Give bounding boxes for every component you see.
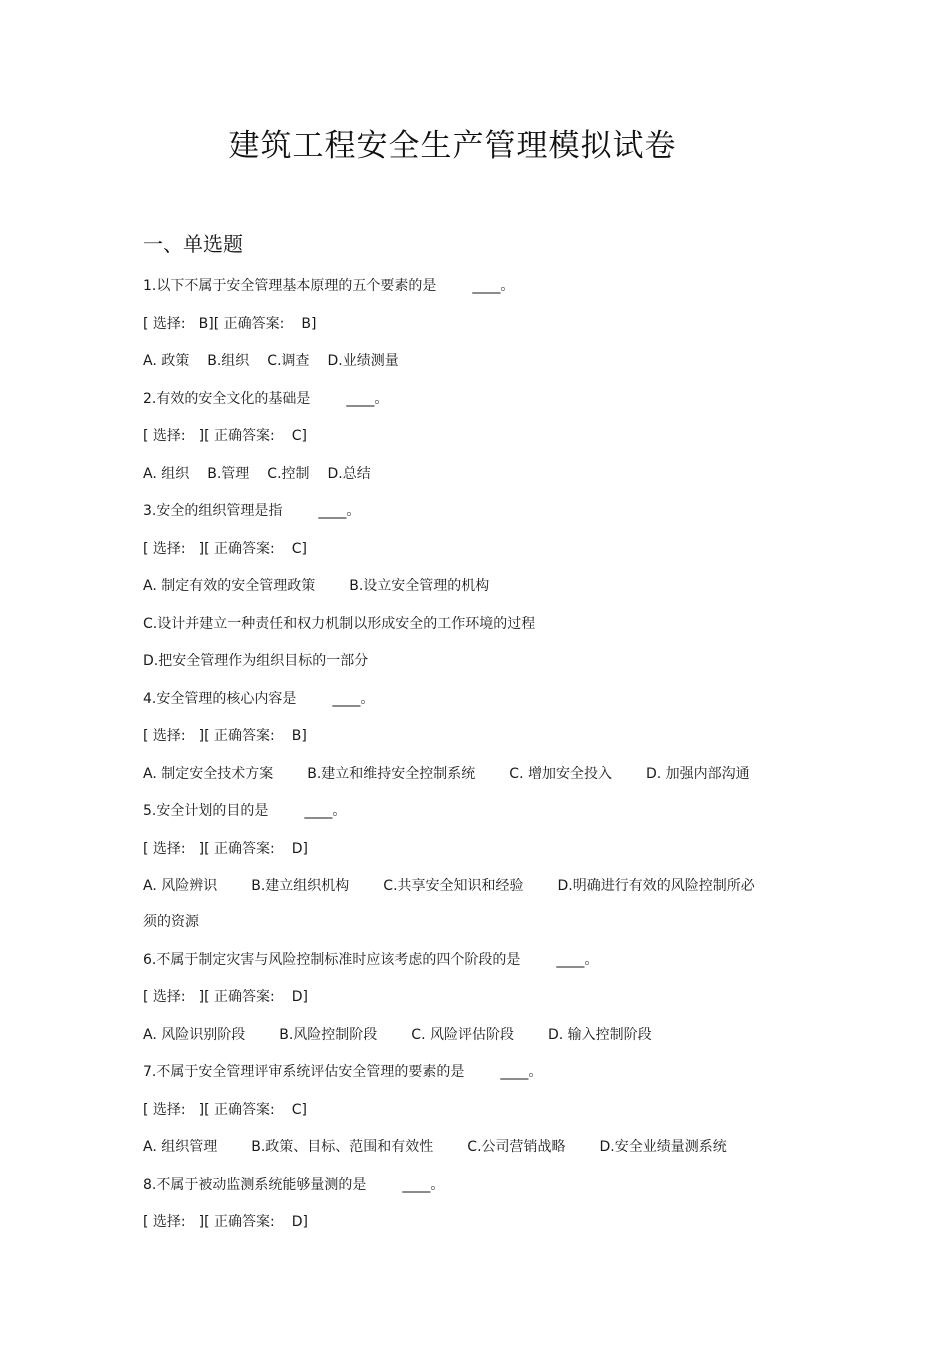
question-text: 6.不属于制定灾害与风险控制标准时应该考虑的四个阶段的是 ____。 <box>143 951 599 968</box>
choice-line: [ 选择: ][ 正确答案: D] <box>143 989 308 1005</box>
option-a: A. 风险识别阶段 <box>143 1026 246 1043</box>
option-d: D. 加强内部沟通 <box>645 765 750 782</box>
question-text: 3.安全的组织管理是指 ____。 <box>143 503 361 519</box>
question-text: 7.不属于安全管理评审系统评估安全管理的要素的是 ____。 <box>143 1064 543 1080</box>
correct-answer: D] <box>291 989 308 1005</box>
options-line <box>143 764 803 784</box>
option-b: B.建立组织机构 <box>251 878 350 894</box>
options-line <box>143 1137 803 1157</box>
correct-answer: D] <box>291 1214 308 1230</box>
question-text: 8.不属于被动监测系统能够量测的是 ____。 <box>143 1176 445 1193</box>
option-b: B.建立和维持安全控制系统 <box>307 765 476 782</box>
option-c: C.公司营销战略 <box>467 1139 566 1155</box>
option-d: D. 输入控制阶段 <box>547 1026 652 1043</box>
correct-answer: C] <box>291 428 307 444</box>
option-a: A. 制定安全技术方案 <box>143 765 274 782</box>
option-c: C. 增加安全投入 <box>509 765 612 782</box>
option-b: B.管理 <box>207 465 250 482</box>
option-a: A. 政策 <box>143 353 190 369</box>
option-b: B.组织 <box>207 353 250 369</box>
page-title: 建筑工程安全生产管理模拟试卷 <box>228 128 677 164</box>
option-c: C.共享安全知识和经验 <box>383 878 524 894</box>
correct-answer: C] <box>291 540 307 557</box>
question-text: 1.以下不属于安全管理基本原理的五个要素的是 ____。 <box>143 278 515 294</box>
option-a: A. 风险辨识 <box>143 878 218 894</box>
options-line <box>143 351 803 371</box>
answer-blank: ____。 <box>500 1064 543 1080</box>
answer-blank: ____。 <box>332 690 375 707</box>
options-line <box>143 614 803 634</box>
question-text: 5.安全计划的目的是 ____。 <box>143 803 347 819</box>
answer-blank: ____。 <box>402 1176 445 1193</box>
option-d: D.安全业绩量测系统 <box>599 1139 727 1155</box>
option-a: A. 组织管理 <box>143 1139 218 1155</box>
choice-line: [ 选择: ][ 正确答案: D] <box>143 1214 308 1230</box>
correct-answer: B] <box>301 315 317 332</box>
choice-line: [ 选择: ][ 正确答案: C] <box>143 1101 307 1118</box>
section-heading: 一、单选题 <box>143 232 243 256</box>
option-c: C.设计并建立一种责任和权力机制以形成安全的工作环境的过程 <box>143 615 536 632</box>
options-line <box>143 576 803 596</box>
question-list <box>143 276 803 1250</box>
option-b: B.设立安全管理的机构 <box>349 578 490 594</box>
option-b: B.风险控制阶段 <box>279 1026 378 1043</box>
option-c: C.控制 <box>267 465 310 482</box>
answer-blank: ____。 <box>304 803 347 819</box>
question-text: 4.安全管理的核心内容是 ____。 <box>143 690 375 707</box>
options-line <box>143 651 803 671</box>
answer-blank: ____。 <box>346 390 389 407</box>
options-line <box>143 876 803 896</box>
question-text: 2.有效的安全文化的基础是 ____。 <box>143 390 389 407</box>
choice-line: [ 选择: ][ 正确答案: C] <box>143 540 307 557</box>
option-d: D.把安全管理作为组织目标的一部分 <box>143 653 369 669</box>
choice-line: [ 选择: ][ 正确答案: D] <box>143 840 308 857</box>
answer-blank: ____。 <box>556 951 599 968</box>
option-d: D.明确进行有效的风险控制所必 <box>557 878 755 894</box>
correct-answer: B] <box>291 728 307 744</box>
correct-answer: D] <box>291 840 308 857</box>
options-line <box>143 464 803 484</box>
answer-blank: ____。 <box>472 278 515 294</box>
choice-line: [ 选择: ][ 正确答案: B] <box>143 728 307 744</box>
option-c: C.调查 <box>267 353 310 369</box>
option-c: C. 风险评估阶段 <box>411 1026 514 1043</box>
option-a: A. 组织 <box>143 465 190 482</box>
options-line <box>143 1025 803 1045</box>
option-d: D.总结 <box>327 465 371 482</box>
option-a: A. 制定有效的安全管理政策 <box>143 578 316 594</box>
option-d: D.业绩测量 <box>327 353 399 369</box>
options-line-continued: 须的资源 <box>143 914 199 930</box>
choice-line: [ 选择: ][ 正确答案: C] <box>143 428 307 444</box>
choice-line: [ 选择: B][ 正确答案: B] <box>143 315 317 332</box>
option-b: B.政策、目标、范围和有效性 <box>251 1139 434 1155</box>
correct-answer: C] <box>291 1101 307 1118</box>
answer-blank: ____。 <box>318 503 361 519</box>
